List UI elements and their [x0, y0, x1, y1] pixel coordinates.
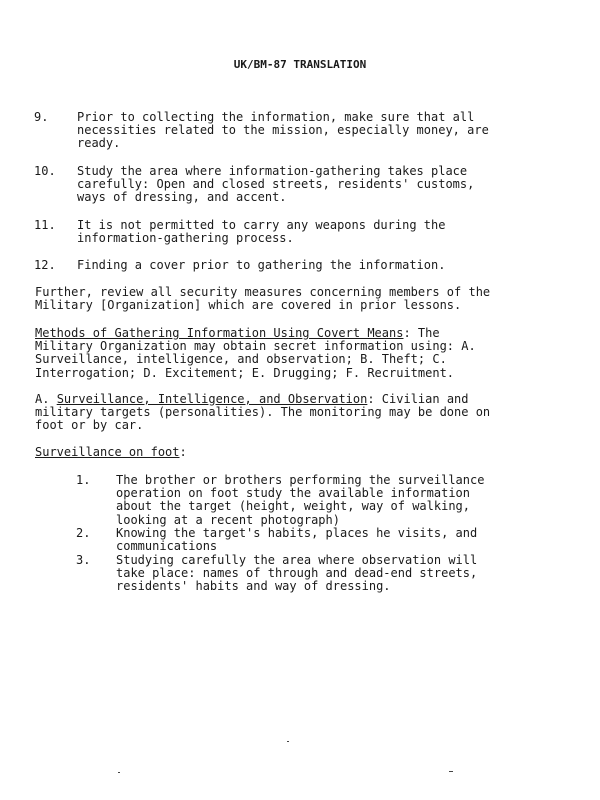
item-number: 12. — [34, 258, 56, 272]
foot-heading: Surveillance on foot — [35, 445, 180, 459]
further-paragraph: Further, review all security measures concerning members of the Military [Organization] which are covered in prior lessons. — [35, 285, 491, 313]
sub-item-text: The brother or brothers performing the surveillance operation on foot study the available information about the target (height, weight, way of walking, looking at a recent photograph) — [116, 473, 485, 527]
section-a-prefix: A. — [35, 392, 57, 406]
section-a-text: : Civilian and military targets (personalities). The monitoring may be done on foot or by car. — [35, 392, 491, 433]
item-number: 11. — [34, 218, 56, 232]
document-title: UK/BM-87 TRANSLATION — [233, 58, 367, 71]
sub-item-number: 1. — [76, 473, 91, 487]
sub-item-text: Studying carefully the area where observation will take place: names of through and dead-end streets, residents' habits and way of dressing. — [116, 553, 478, 594]
methods-text: : The Military Organization may obtain secret information using: A. Surveillance, intelligence, and observation; B. Theft; C. Interrogation; D. Excitement; E. Drugging; F. Recruitment. — [35, 326, 476, 380]
foot-colon: : — [179, 445, 187, 459]
item-text: It is not permitted to carry any weapons during the information-gathering process. — [77, 218, 446, 246]
foot-heading-line — [35, 446, 565, 459]
scan-speck — [449, 771, 453, 772]
sub-item-number: 2. — [76, 526, 91, 540]
methods-heading: Methods of Gathering Information Using Covert Means — [35, 326, 404, 340]
section-a-paragraph — [35, 393, 565, 433]
item-number: 9. — [34, 110, 49, 124]
item-text: Finding a cover prior to gathering the information. — [77, 258, 446, 272]
scan-speck — [287, 741, 289, 742]
sub-item-text: Knowing the target's habits, places he visits, and communications — [116, 526, 478, 554]
sub-item-number: 3. — [76, 553, 91, 567]
item-number: 10. — [34, 164, 56, 178]
section-a-heading: Surveillance, Intelligence, and Observation — [56, 392, 368, 406]
item-text: Prior to collecting the information, make sure that all necessities related to the mission, especially money, are ready. — [77, 110, 489, 151]
item-text: Study the area where information-gathering takes place carefully: Open and closed streets, residents' customs, ways of dressing, and accent. — [77, 164, 475, 205]
methods-paragraph — [35, 327, 565, 380]
scan-speck — [118, 772, 120, 773]
